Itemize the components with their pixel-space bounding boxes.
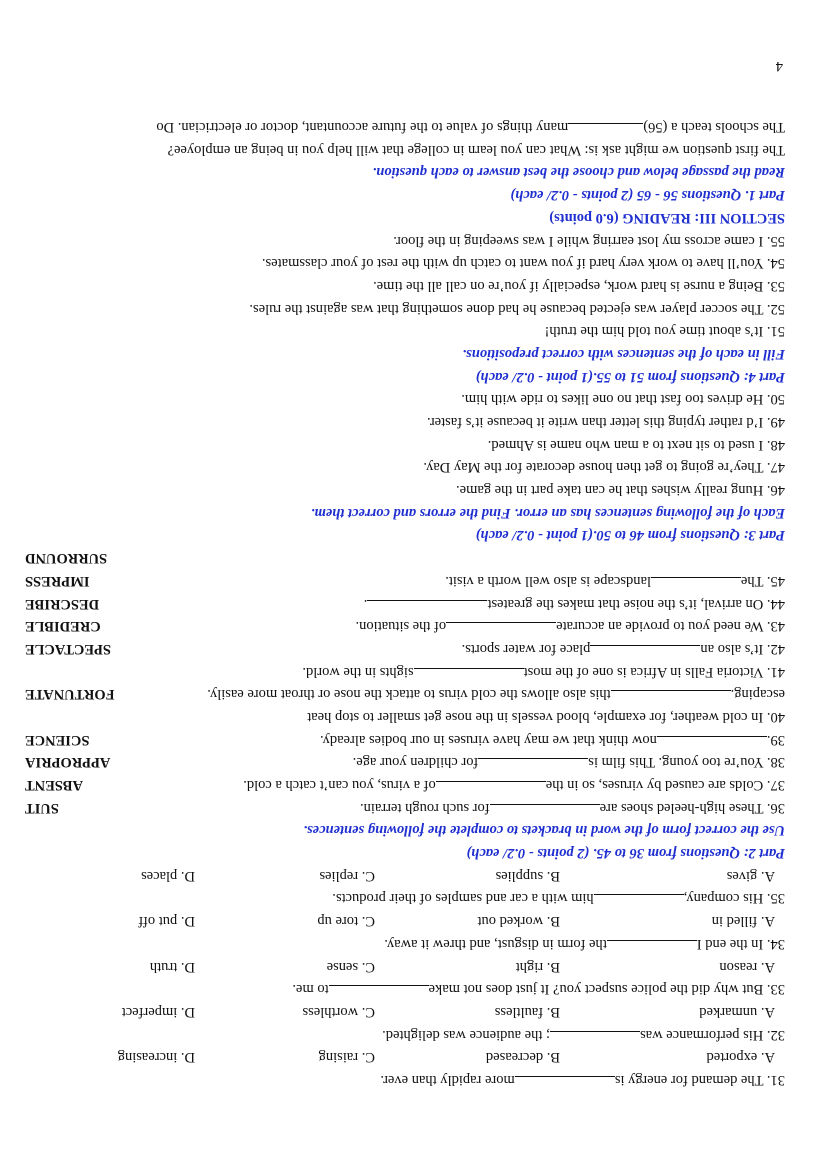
answer-blank[interactable]: [651, 577, 741, 592]
question-51: 51. It’s about time you told him the truth!: [544, 323, 785, 340]
option-b[interactable]: B. worked out: [477, 913, 560, 930]
option-d[interactable]: D. truth: [149, 958, 195, 975]
question-50: 50. He drives too fast that no one likes to ride with him.: [461, 391, 785, 408]
options-33: [25, 955, 785, 978]
word-form-row: [25, 547, 785, 570]
word-form-impress: IMPRESS: [25, 572, 90, 589]
passage-line-2: The schools teach a (56)many things of value to the future accountant, doctor or electrician. Do: [25, 115, 785, 138]
answer-blank-56[interactable]: [568, 123, 643, 138]
question-53: 53. Being a nurse is hard work, especially if you’re on call all the time.: [373, 277, 785, 294]
reading-part-1-header: Part 1. Questions 56 - 65 (2 points - 0.2/ each): [510, 187, 785, 204]
answer-blank[interactable]: [490, 804, 600, 819]
question-32: 32. His performance was; the audience was delighted.: [25, 1023, 785, 1046]
reading-instruction: Read the passage below and choose the best answer to each question.: [372, 164, 785, 181]
options-35: [25, 864, 785, 887]
option-c[interactable]: C. sense: [326, 958, 375, 975]
answer-blank[interactable]: [594, 895, 684, 910]
part-4-header: Part 4: Questions from 51 to 55.(1 point - 0.2/ each): [475, 368, 785, 385]
part-2-instruction: Use the correct form of the word in brackets to complete the following sentences.: [303, 822, 785, 839]
word-form-science: SCIENCE: [25, 731, 90, 748]
answer-blank[interactable]: [515, 1076, 615, 1091]
question-48: 48. I used to sit next to a man who name is Ahmed.: [487, 436, 785, 453]
question-52: 52. The soccer player was ejected because he had done something that was against the rules.: [249, 300, 785, 317]
answer-blank[interactable]: [590, 645, 700, 660]
option-c[interactable]: C. tore up: [317, 913, 375, 930]
word-form-credible: CREDIBLE: [25, 618, 101, 635]
document-body: [25, 115, 785, 1091]
question-45: 45. Thelandscape is also well worth a visit. IMPRESS: [25, 569, 785, 592]
answer-blank[interactable]: [436, 781, 546, 796]
section-3-title: SECTION III: READING (6.0 points): [549, 209, 785, 226]
part-2-header: Part 2: Questions from 36 to 45. (2 points - 0.2/ each): [466, 845, 785, 862]
answer-blank[interactable]: [550, 1031, 640, 1046]
options-34: [25, 910, 785, 933]
word-form-spectacle: SPECTACLE: [25, 640, 111, 657]
word-form-suit: SUIT: [25, 799, 59, 816]
answer-blank[interactable]: [446, 622, 556, 637]
question-47: 47. They’re going to get then house decorate for the May Day.: [423, 459, 785, 476]
part-3-instruction: Each of the following sentences has an error. Find the errors and correct them.: [310, 504, 785, 521]
answer-blank[interactable]: [607, 940, 697, 955]
question-31: 31. The demand for energy ismore rapidly than ever.: [25, 1068, 785, 1091]
word-form-surround: SURROUND: [25, 550, 108, 567]
part-3-header: Part 3: Questions from 46 to 50.(1 point - 0.2/ each): [475, 527, 785, 544]
option-c[interactable]: C. worthless: [302, 1003, 375, 1020]
question-54: 54. You’ll have to work very hard if you want to catch up with the rest of your classmates.: [261, 255, 785, 272]
passage-line-1: The first question we might ask is: What can you learn in college that will help you in being an employee?: [167, 141, 785, 158]
answer-blank[interactable]: [478, 758, 588, 773]
option-a[interactable]: A. reason: [719, 958, 775, 975]
option-a[interactable]: A. exported: [706, 1049, 775, 1066]
option-d[interactable]: D. put off: [138, 913, 195, 930]
options-32: [25, 1000, 785, 1023]
question-43: 43. We need you to provide an accurateof the situation. CREDIBLE: [25, 615, 785, 638]
question-34: 34. In the end Ithe form in disgust, and threw it away.: [25, 932, 785, 955]
word-form-describe: DESCRIBE: [25, 595, 100, 612]
question-40-line-2: escaping.this also allows the cold virus to attack the nose or throat more easily. FORTUNATE: [25, 683, 785, 706]
question-37: 37. Colds are caused by viruses, so in theof a virus, you can’t catch a cold. ABSENT: [25, 773, 785, 796]
question-36: 36. These high-heeled shoes arefor such rough terrain. SUIT: [25, 796, 785, 819]
question-49: 49. I’d rather typing this letter than write it because it’s faster.: [427, 414, 785, 431]
option-c[interactable]: C. raising: [318, 1049, 375, 1066]
part-4-instruction: Fill in each of the sentences with correct prepositions.: [462, 346, 785, 362]
question-35: 35. His company,him with a car and samples of their products.: [25, 887, 785, 910]
word-form-appropria: APPROPRIA: [25, 754, 111, 771]
option-a[interactable]: A. filled in: [711, 913, 775, 930]
option-a[interactable]: A. unmarked: [699, 1003, 775, 1020]
option-b[interactable]: B. right: [515, 958, 560, 975]
options-31: [25, 1046, 785, 1069]
question-42: 42. It’s also anplace for water sports. SPECTACLE: [25, 637, 785, 660]
option-d[interactable]: D. places: [141, 867, 195, 884]
option-b[interactable]: B. supplies: [495, 867, 560, 884]
option-b[interactable]: B. faultless: [494, 1003, 560, 1020]
question-44: 44. On arrival, it’s the noise that makes the greatest. DESCRIBE: [25, 592, 785, 615]
answer-blank[interactable]: [329, 985, 429, 1000]
question-38: 38. You’re too young. This film isfor children your age. APPROPRIA: [25, 751, 785, 774]
answer-blank[interactable]: [611, 690, 731, 705]
answer-blank[interactable]: [367, 600, 487, 615]
question-40-line-1: 40. In cold weather, for example, blood vessels in the nose get smaller to stop heat: [307, 709, 785, 725]
question-41: 41. Victoria Falls in Africa is one of the mostsights in the world.: [25, 660, 785, 683]
option-a[interactable]: A. gives: [726, 867, 775, 884]
word-form-absent: ABSENT: [25, 777, 84, 794]
option-d[interactable]: D. imperfect: [121, 1003, 195, 1020]
option-d[interactable]: D. increasing: [117, 1049, 195, 1066]
word-form-fortunate: FORTUNATE: [25, 686, 115, 703]
page-number: 4: [775, 58, 783, 74]
question-46: 46. Hung really wishes that he can take part in the game.: [456, 482, 785, 499]
question-39: 39.now think that we may have viruses in our bodies already. SCIENCE: [25, 728, 785, 751]
question-55: 55. I came across my lost earring while I was sweeping in the floor.: [393, 232, 785, 249]
answer-blank[interactable]: [657, 736, 767, 751]
question-33: 33. But why did the police suspect you? It just does not maketo me.: [25, 978, 785, 1001]
answer-blank[interactable]: [414, 668, 524, 683]
option-b[interactable]: B. decreased: [485, 1049, 560, 1066]
option-c[interactable]: C. replies: [319, 867, 375, 884]
